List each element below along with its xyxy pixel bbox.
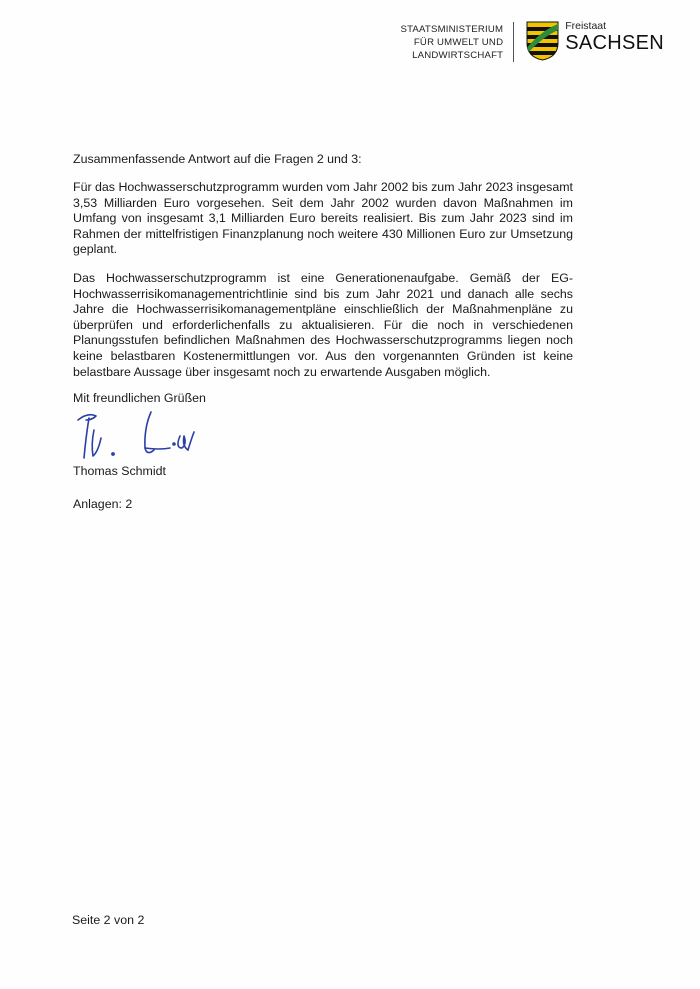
paragraph-2: Das Hochwasserschutzprogramm ist eine Generationenaufgabe. Gemäß der EG-Hochwasserrisikomanagementrichtlinie sind bis zum Jahr 2021 und danach alle sechs Jahre die Hochwasserrisikomanagementpläne einschließlich der Maßnahmenpläne zu überprüfen und erforderlichenfalls zu aktualisieren. Für die noch in verschiedenen Planungsstufen befindlichen Maßnahmen des Hochwasserschutzprogramms liegen noch keine belastbaren Kostenermittlungen vor. Aus den vorgenannten Gründen ist keine belastbare Aussage über insgesamt noch zu erwartende Ausgaben möglich. [73, 271, 573, 379]
letterhead-divider [513, 22, 514, 62]
ministry-line-2: FÜR UMWELT UND [413, 37, 504, 48]
ministry-line-3: LANDWIRTSCHAFT [412, 50, 504, 61]
coat-of-arms-icon [526, 21, 559, 66]
page-number: Seite 2 von 2 [72, 913, 145, 927]
ministry-line-1: STAATSMINISTERIUM [400, 24, 504, 35]
subject-line: Zusammenfassende Antwort auf die Fragen 2 und 3: [73, 152, 362, 166]
ministry-name [400, 23, 513, 62]
closing-salutation: Mit freundlichen Grüßen [73, 391, 206, 405]
paragraph-1: Für das Hochwasserschutzprogramm wurden vom Jahr 2002 bis zum Jahr 2023 insgesamt 3,53 Milliarden Euro vorgesehen. Seit dem Jahr 2002 wurden davon Maßnahmen im Umfang von insgesamt 3,1 Milliarden Euro bereits realisiert. Bis zum Jahr 2023 sind im Rahmen der mittelfristigen Finanzplanung noch weitere 430 Millionen Euro zur Umsetzung geplant. [73, 180, 573, 257]
signer-name: Thomas Schmidt [73, 464, 166, 478]
letterhead [400, 20, 664, 66]
attachments-note: Anlagen: 2 [73, 497, 133, 511]
state-small-label: Freistaat [565, 20, 607, 32]
handwritten-signature [74, 408, 214, 469]
state-name [565, 21, 664, 54]
state-big-label: SACHSEN [565, 32, 664, 54]
